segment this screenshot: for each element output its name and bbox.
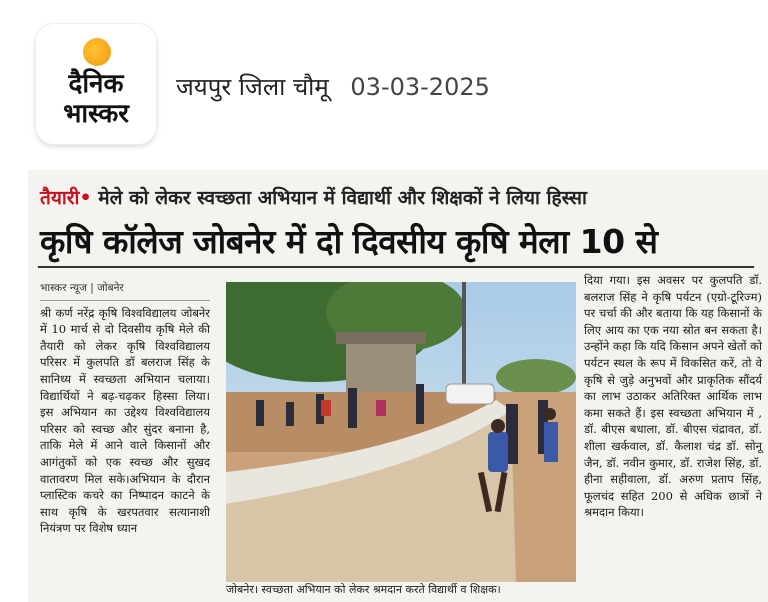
headline: कृषि कॉलेज जोबनेर में दो दिवसीय कृषि मेला 10 से [40, 222, 658, 261]
left-column-text: श्री कर्ण नरेंद्र कृषि विश्वविद्यालय जोबनेर में 10 मार्च से दो दिवसीय कृषि मेले की तैयारी को लेकर कृषि विश्वविद्यालय परिसर में कुलपति डॉ बलराज सिंह के सानिध्य में स्वच्छता अभियान चलाया। विद्यार्थियों ने बढ़-चढ़कर हिस्सा लिया। इस अभियान का उद्देश्य विश्वविद्यालय परिसर को स्वच्छ और सुंदर बनाना है, ताकि मेले में आने वाले किसानों और आगंतुकों को एक स्वच्छ और सुखद वातावरण मिल सके।अभियान के दौरान प्लास्टिक कचरे का निष्पादन काटने के साथ कृषि के खरपतवार सत्यानाशी नियंत्रण पर विशेष ध्यान [40, 305, 210, 536]
kicker-tag: तैयारी• [40, 187, 92, 209]
logo-text-line1: दैनिक [68, 69, 124, 99]
newspaper-clipping [28, 170, 768, 602]
article-photo [226, 282, 576, 582]
byline: भास्कर न्यूज | जोबनेर [40, 280, 210, 301]
headline-divider [38, 266, 754, 268]
dainik-bhaskar-logo [36, 24, 156, 144]
share-header [0, 0, 768, 150]
article-right-column: दिया गया। इस अवसर पर कुलपति डॉ. बलराज सिंह ने कृषि पर्यटन (एग्रो-टूरिज्म) पर चर्चा की और बताया कि यह किसानों के लिए आय का एक नया स्रोत बन सकता है। उन्होंने कहा कि यदि किसान अपने खेतों को पर्यटन स्थल के रूप में विकसित करें, तो वे कृषि से जुड़े अनुभवों और प्राकृतिक सौंदर्य का लाभ उठाकर अतिरिक्त आर्थिक लाभ कमा सकते हैं। इस स्वच्छता अभियान में , डॉ. बीएस बधाला, डॉ. बीएस चंद्रावत, डॉ. शीला खर्कवाल, डॉ. कैलाश चंद्र डॉ. सोनू जैन, डॉ. नवीन कुमार, डॉ. राजेश सिंह, डॉ. हीना सहीवाला, डॉ. अरुण प्रताप सिंह, फूलचंद सहित 200 से अधिक छात्रों ने श्रमदान किया। [584, 273, 762, 520]
photo-caption: जोबनेर। स्वच्छता अभियान को लेकर श्रमदान करते विद्यार्थी व शिक्षक। [226, 583, 501, 596]
kicker-text: मेले को लेकर स्वच्छता अभियान में विद्यार्थी और शिक्षकों ने लिया हिस्सा [98, 187, 587, 209]
edition-meta [176, 70, 490, 103]
kicker [40, 184, 587, 210]
article-left-column [40, 280, 210, 537]
edition-location: जयपुर जिला चौमू [176, 73, 329, 101]
sun-icon [83, 38, 111, 66]
logo-text-line2: भास्कर [63, 99, 129, 129]
edition-date: 03-03-2025 [350, 73, 490, 101]
